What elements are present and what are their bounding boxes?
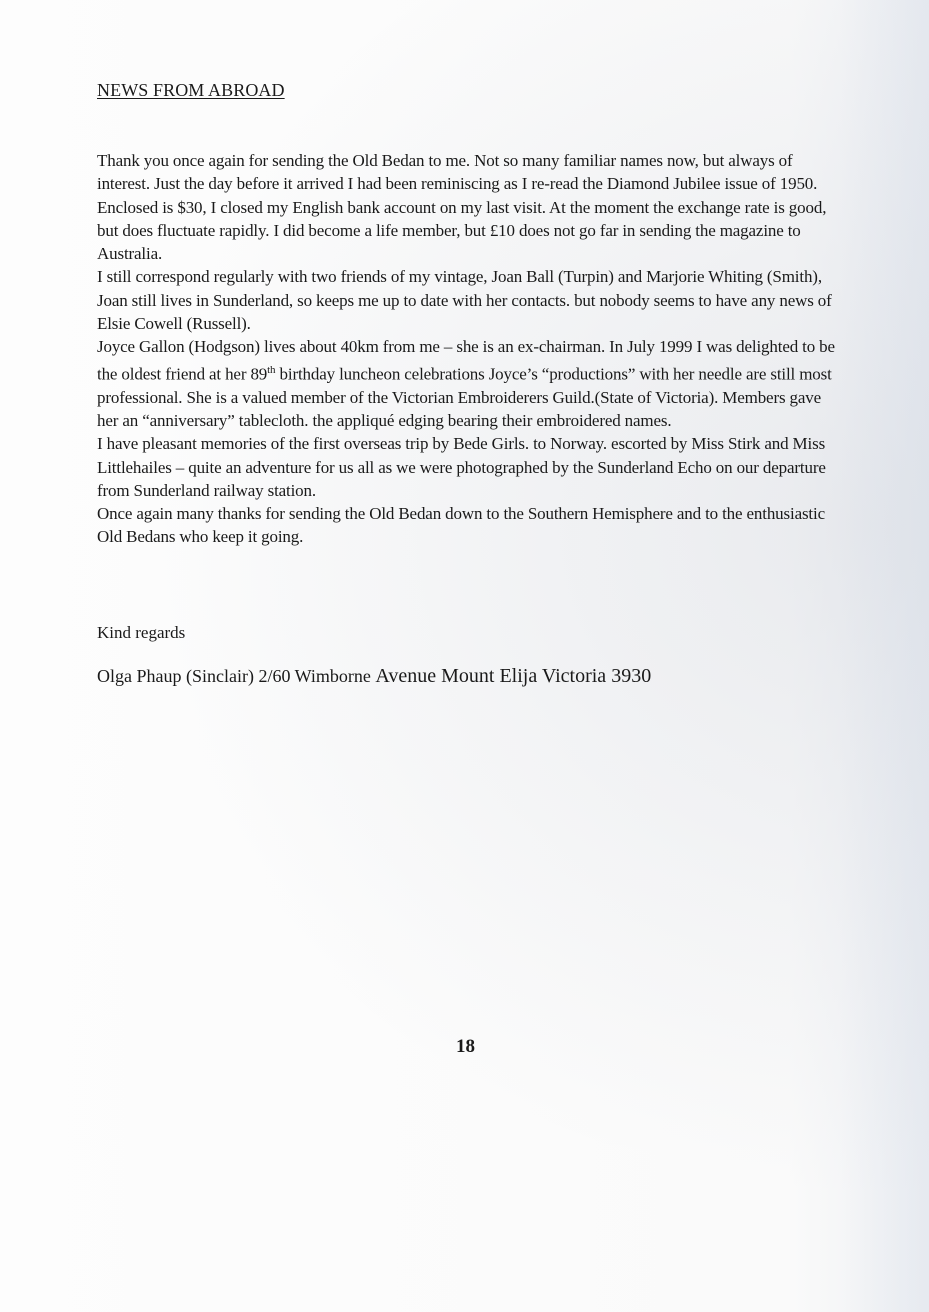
paragraph-correspondence: I still correspond regularly with two friends of my vintage, Joan Ball (Turpin) and Marjorie Whiting (Smith), Joan still lives in Sunderland, so keeps me up to date with her contacts. but nobody seems to have any news of Elsie Cowell (Russell).: [97, 267, 832, 334]
letter-body: [97, 149, 842, 549]
paragraph-final-thanks: Once again many thanks for sending the Old Bedan down to the Southern Hemisphere and to the enthusiastic Old Bedans who keep it going.: [97, 504, 825, 547]
closing-line: Kind regards: [97, 623, 186, 642]
signature-line: [97, 665, 651, 688]
paragraph-memories: I have pleasant memories of the first overseas trip by Bede Girls. to Norway. escorted by Miss Stirk and Miss Littlehailes – quite an adventure for us all as we were photographed by the Sunderland Echo on our departure from Sunderland railway station.: [97, 434, 826, 500]
paragraph-joyce-part-a: Joyce Gallon (Hodgson) lives about 40km from me – she is an ex-chairman. In July 1999 I was delighted to be the oldest friend at her 89: [97, 337, 835, 384]
paragraph-joyce-part-b: birthday luncheon celebrations Joyce’s “productions” with her needle are still most professional. She is a valued member of the Victorian Embroiderers Guild.(State of Victoria). Members gave her an “anniversary” tablecloth. the appliqué edging bearing their embroidered names.: [97, 364, 832, 430]
article-heading: NEWS FROM ABROAD: [97, 80, 285, 100]
paragraph-joyce: [97, 335, 842, 432]
page-number: 18: [456, 1036, 475, 1057]
scan-edge-shading: [839, 0, 929, 1312]
ordinal-suffix: th: [267, 363, 276, 376]
signature-address: Avenue Mount Elija Victoria 3930: [375, 665, 652, 687]
paragraph-thanks: Thank you once again for sending the Old Bedan to me. Not so many familiar names now, but always of interest. Just the day before it arrived I had been reminiscing as I re-read the Diamond Jubilee issue of 1950.: [97, 151, 818, 194]
signature-name: Olga Phaup (Sinclair) 2/60 Wimborne: [97, 666, 376, 686]
paragraph-enclosed: Enclosed is $30, I closed my English bank account on my last visit. At the moment the exchange rate is good, but does fluctuate rapidly. I did become a life member, but £10 does not go far in sending the magazine to Australia.: [97, 197, 827, 264]
